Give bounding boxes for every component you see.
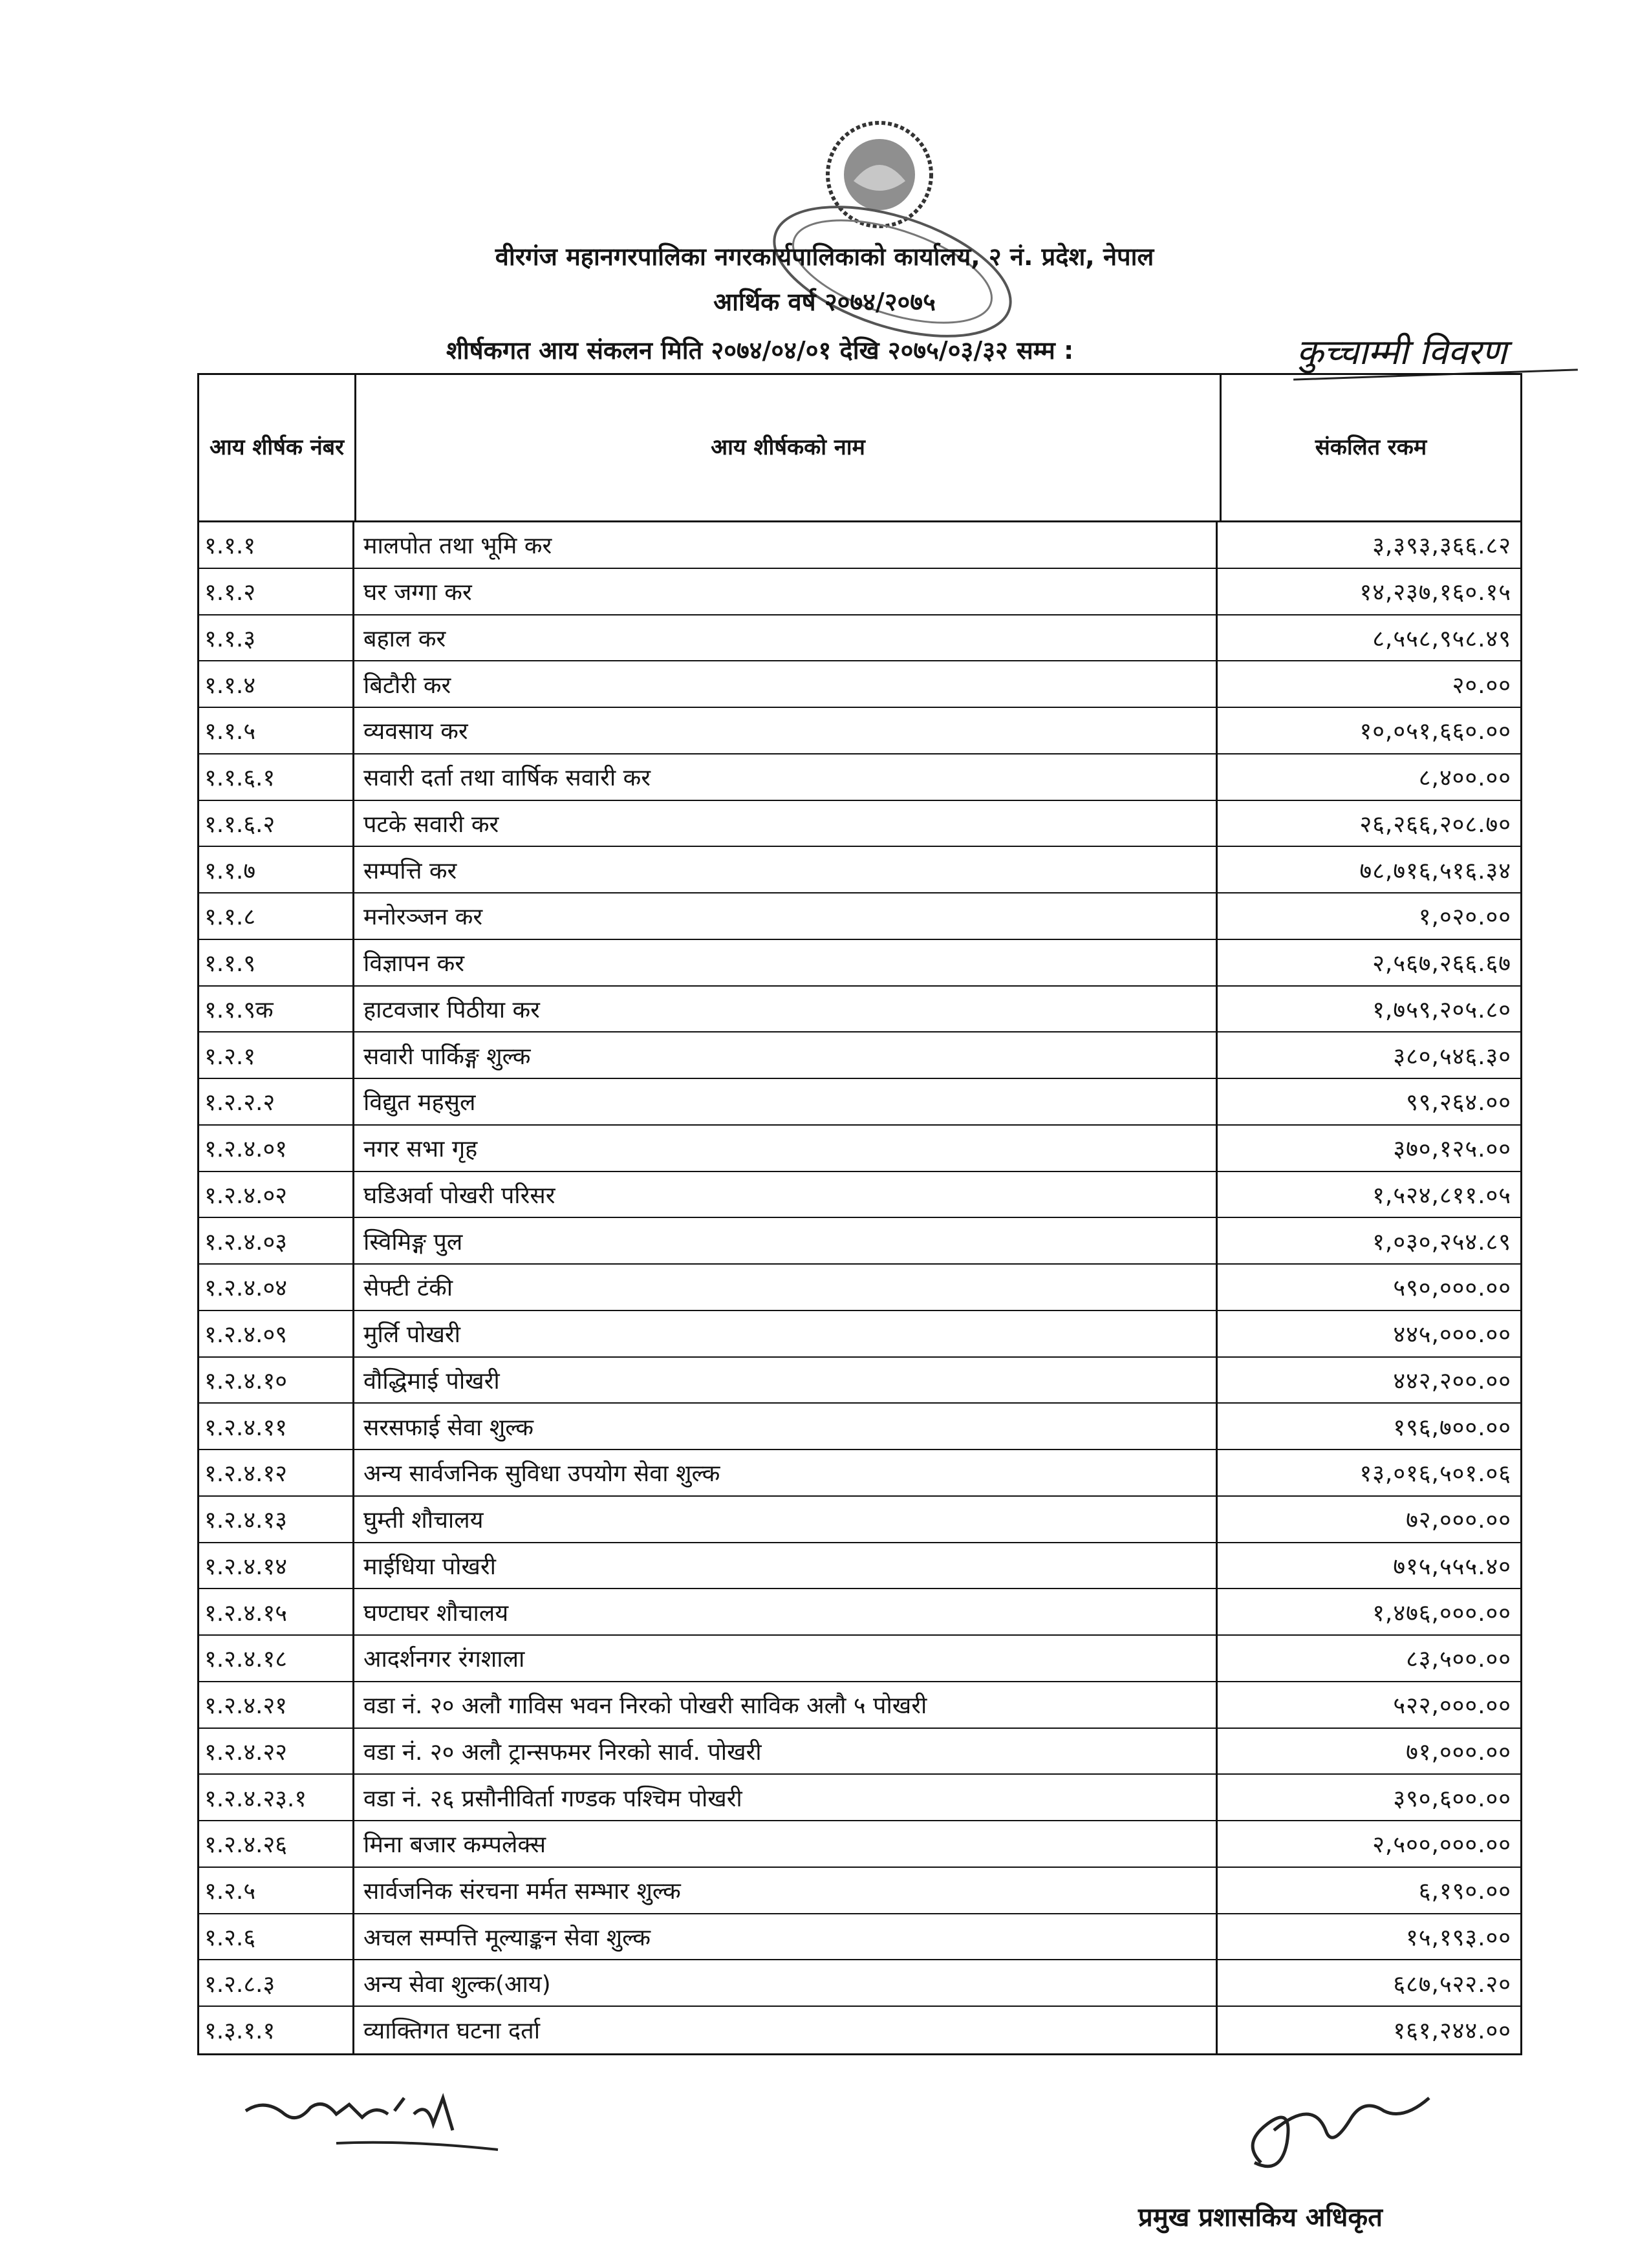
row-code: १.२.५ — [199, 1868, 354, 1913]
row-code: १.१.७ — [199, 847, 354, 892]
row-name: मनोरञ्जन कर — [354, 893, 1218, 939]
row-amount: १,५२४,८११.०५ — [1372, 1182, 1511, 1209]
table-row — [199, 1729, 1520, 1775]
row-amount: ४४२,२००.०० — [1393, 1367, 1511, 1395]
date-signature — [239, 2085, 511, 2156]
row-name: वडा नं. २६ प्रसौनीविर्ता गण्डक पश्चिम पोखरी — [354, 1775, 1218, 1820]
row-code: १.२.४.२३.१ — [199, 1775, 354, 1820]
row-code: १.२.४.२१ — [199, 1682, 354, 1728]
row-code: १.२.४.१३ — [199, 1497, 354, 1542]
table-row — [199, 1265, 1520, 1311]
row-name: हाटवजार पिठीया कर — [354, 987, 1218, 1032]
row-code: १.२.४.०३ — [199, 1218, 354, 1263]
row-amount: ३,३९३,३६६.८२ — [1372, 533, 1511, 560]
row-amount: ८३,५००.०० — [1406, 1646, 1511, 1673]
row-amount: ९९,२६४.०० — [1406, 1089, 1511, 1117]
table-row — [199, 1868, 1520, 1914]
table-row — [199, 754, 1520, 801]
row-amount: १६१,२४४.०० — [1393, 2018, 1511, 2045]
table-row — [199, 1172, 1520, 1219]
row-name: बहाल कर — [354, 615, 1218, 661]
row-code: १.२.८.३ — [199, 1960, 354, 2006]
row-name: सवारी दर्ता तथा वार्षिक सवारी कर — [354, 754, 1218, 800]
row-name: घुम्ती शौचालय — [354, 1497, 1218, 1542]
table-row — [199, 1914, 1520, 1961]
table-body — [199, 522, 1520, 2053]
table-row — [199, 847, 1520, 893]
table-row — [199, 708, 1520, 754]
table-row — [199, 1543, 1520, 1590]
row-amount: ३७०,१२५.०० — [1393, 1136, 1511, 1163]
row-amount: ६८७,५२२.२० — [1393, 1971, 1511, 1998]
table-row — [199, 801, 1520, 848]
row-amount: ८,५५८,९५८.४९ — [1372, 625, 1511, 652]
table-row — [199, 522, 1520, 569]
row-name: मालपोत तथा भूमि कर — [354, 522, 1218, 568]
row-name: घडिअर्वा पोखरी परिसर — [354, 1172, 1218, 1217]
row-name: अन्य सार्वजनिक सुविधा उपयोग सेवा शुल्क — [354, 1450, 1218, 1495]
row-code: १.२.४.०४ — [199, 1265, 354, 1310]
table-row — [199, 940, 1520, 987]
row-name: घण्टाघर शौचालय — [354, 1589, 1218, 1634]
fiscal-year: आर्थिक वर्ष २०७४/२०७५ — [713, 288, 936, 316]
row-amount: ६,१९०.०० — [1418, 1878, 1511, 1905]
row-code: १.२.१ — [199, 1032, 354, 1078]
row-amount: ४४५,०००.०० — [1393, 1321, 1511, 1349]
row-amount: १०,०५१,६६०.०० — [1359, 718, 1511, 745]
row-name: सेफ्टी टंकी — [354, 1265, 1218, 1310]
header-name: आय शीर्षकको नाम — [356, 375, 1222, 520]
row-name: सम्पत्ति कर — [354, 847, 1218, 892]
row-amount: ७१,०००.०० — [1406, 1738, 1511, 1766]
table-header — [199, 375, 1520, 522]
table-row — [199, 569, 1520, 615]
row-name: सरसफाई सेवा शुल्क — [354, 1404, 1218, 1449]
table-row — [199, 1497, 1520, 1543]
row-code: १.२.४.१४ — [199, 1543, 354, 1589]
row-amount: ७२,०००.०० — [1406, 1507, 1511, 1534]
row-name: स्विमिङ्ग पुल — [354, 1218, 1218, 1263]
row-code: १.२.६ — [199, 1914, 354, 1960]
table-row — [199, 987, 1520, 1033]
row-amount: ५९०,०००.०० — [1393, 1275, 1511, 1302]
table-row — [199, 1032, 1520, 1079]
row-code: १.१.८ — [199, 893, 354, 939]
row-amount: ७१५,५५५.४० — [1393, 1553, 1511, 1580]
row-name: विज्ञापन कर — [354, 940, 1218, 985]
officer-designation: प्रमुख प्रशासकिय अधिकृत — [1138, 2203, 1383, 2232]
table-row — [199, 661, 1520, 708]
row-code: १.२.४.०२ — [199, 1172, 354, 1217]
row-name: बिटौरी कर — [354, 661, 1218, 707]
handwritten-note: कुच्चाम्मी विवरण — [1297, 332, 1507, 372]
row-name: मुर्लि पोखरी — [354, 1311, 1218, 1356]
table-row — [199, 1079, 1520, 1126]
row-code: १.२.४.१२ — [199, 1450, 354, 1495]
row-code: १.१.९ — [199, 940, 354, 985]
table-row — [199, 1682, 1520, 1729]
row-code: १.१.२ — [199, 569, 354, 614]
table-row — [199, 1589, 1520, 1636]
row-amount: १,०२०.०० — [1418, 904, 1511, 931]
row-name: घर जग्गा कर — [354, 569, 1218, 614]
row-amount: २,५६७,२६६.६७ — [1372, 950, 1511, 978]
row-code: १.३.१.१ — [199, 2007, 354, 2053]
row-name: वडा नं. २० अलौ गाविस भवन निरको पोखरी साविक अलौ ५ पोखरी — [354, 1682, 1218, 1728]
row-name: व्याक्तिगत घटना दर्ता — [354, 2007, 1218, 2053]
row-name: पटके सवारी कर — [354, 801, 1218, 846]
table-row — [199, 1450, 1520, 1497]
row-amount: ८,४००.०० — [1418, 765, 1511, 792]
row-amount: २०.०० — [1452, 672, 1511, 699]
row-code: १.२.४.०१ — [199, 1126, 354, 1171]
row-amount: ७८,७१६,५१६.३४ — [1359, 857, 1511, 884]
table-row — [199, 1636, 1520, 1682]
table-row — [199, 615, 1520, 662]
row-name: सवारी पार्किङ्ग शुल्क — [354, 1032, 1218, 1078]
table-row — [199, 1821, 1520, 1868]
row-code: १.१.३ — [199, 615, 354, 661]
row-name: व्यवसाय कर — [354, 708, 1218, 753]
row-code: १.२.४.०९ — [199, 1311, 354, 1356]
row-name: वडा नं. २० अलौ ट्रान्सफमर निरको सार्व. पोखरी — [354, 1729, 1218, 1774]
table-row — [199, 2007, 1520, 2053]
table-row — [199, 893, 1520, 940]
table-row — [199, 1311, 1520, 1358]
row-code: १.१.४ — [199, 661, 354, 707]
row-amount: १३,०१६,५०१.०६ — [1359, 1460, 1511, 1488]
table-row — [199, 1126, 1520, 1172]
row-name: नगर सभा गृह — [354, 1126, 1218, 1171]
revenue-table — [197, 373, 1522, 2055]
row-code: १.२.४.१० — [199, 1358, 354, 1403]
table-row — [199, 1775, 1520, 1821]
row-name: माईधिया पोखरी — [354, 1543, 1218, 1589]
row-code: १.१.६.२ — [199, 801, 354, 846]
row-amount: २,५००,०००.०० — [1372, 1832, 1511, 1859]
header-amount: संकलित रकम — [1315, 434, 1427, 461]
row-name: अन्य सेवा शुल्क(आय) — [354, 1960, 1218, 2006]
officer-signature — [1235, 2085, 1442, 2188]
row-name: सार्वजनिक संरचना मर्मत सम्भार शुल्क — [354, 1868, 1218, 1913]
row-amount: १,७५९,२०५.८० — [1372, 996, 1511, 1023]
row-name: अचल सम्पत्ति मूल्याङ्कन सेवा शुल्क — [354, 1914, 1218, 1960]
row-code: १.२.४.११ — [199, 1404, 354, 1449]
table-row — [199, 1218, 1520, 1265]
row-code: १.१.१ — [199, 522, 354, 568]
row-code: १.१.५ — [199, 708, 354, 753]
row-code: १.२.४.१५ — [199, 1589, 354, 1634]
row-amount: २६,२६६,२०८.७० — [1359, 811, 1511, 838]
row-code: १.२.४.२६ — [199, 1821, 354, 1867]
row-name: विद्युत महसुल — [354, 1079, 1218, 1124]
row-amount: ३९०,६००.०० — [1393, 1785, 1511, 1812]
row-code: १.२.२.२ — [199, 1079, 354, 1124]
row-amount: १४,२३७,१६०.१५ — [1359, 579, 1511, 606]
row-name: आदर्शनगर रंगशाला — [354, 1636, 1218, 1681]
table-row — [199, 1404, 1520, 1450]
row-amount: ३८०,५४६.३० — [1393, 1043, 1511, 1070]
row-amount: १,४७६,०००.०० — [1372, 1599, 1511, 1627]
row-amount: १,०३०,२५४.८९ — [1372, 1228, 1511, 1256]
office-title: वीरगंज महानगरपालिका नगरकार्यपालिकाको कार्यालय, २ नं. प्रदेश, नेपाल — [495, 242, 1154, 271]
row-amount: १९६,७००.०० — [1393, 1414, 1511, 1441]
table-row — [199, 1358, 1520, 1404]
row-code: १.१.९क — [199, 987, 354, 1032]
header-code: आय शीर्षक नंबर — [199, 375, 356, 520]
collection-subtitle: शीर्षकगत आय संकलन मिति २०७४/०४/०१ देखि २०७५/०३/३२ सम्म : — [446, 336, 1074, 365]
table-row — [199, 1960, 1520, 2007]
row-name: वौद्धिमाई पोखरी — [354, 1358, 1218, 1403]
row-code: १.२.४.२२ — [199, 1729, 354, 1774]
row-name: मिना बजार कम्पलेक्स — [354, 1821, 1218, 1867]
row-amount: १५,१९३.०० — [1406, 1924, 1511, 1951]
row-code: १.१.६.१ — [199, 754, 354, 800]
row-code: १.२.४.१८ — [199, 1636, 354, 1681]
row-amount: ५२२,०००.०० — [1393, 1693, 1511, 1720]
